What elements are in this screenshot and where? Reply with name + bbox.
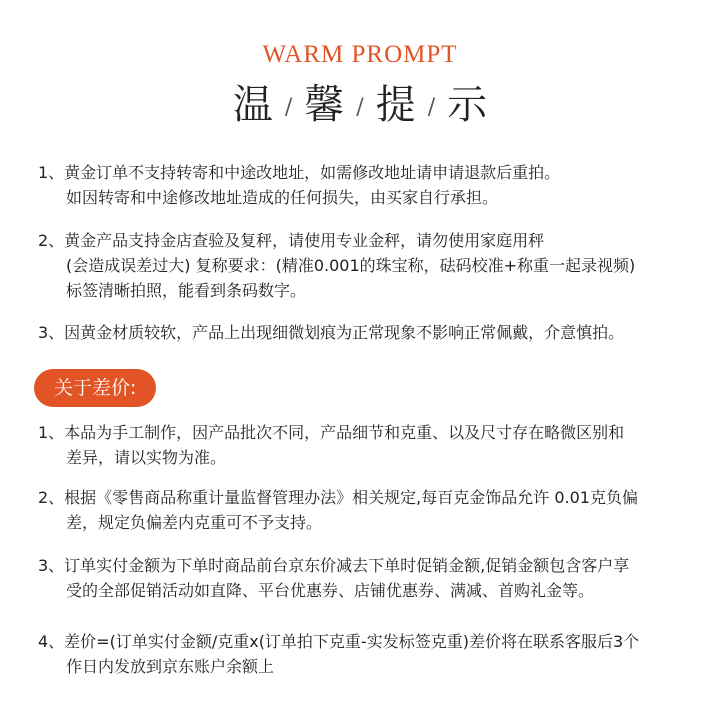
notice-item-2 <box>38 228 702 303</box>
price-line: 2、根据《零售商品称重计量监督管理办法》相关规定,每百克金饰品允许 0.01克负偏 <box>38 488 638 507</box>
price-diff-badge: 关于差价: <box>34 369 156 407</box>
price-line: 受的全部促销活动如直降、平台优惠券、店铺优惠券、满减、首购礼金等。 <box>66 581 595 600</box>
title-char: 示 <box>447 82 488 128</box>
price-item-1 <box>38 420 702 470</box>
title-separator: / <box>427 95 436 120</box>
header <box>0 40 720 133</box>
price-line: 4、差价=(订单实付金额/克重x(订单拍下克重-实发标签克重)差价将在联系客服后3个 <box>38 632 640 651</box>
price-line: 3、订单实付金额为下单时商品前台京东价减去下单时促销金额,促销金额包含客户享 <box>38 556 630 575</box>
price-line: 差异，请以实物为准。 <box>66 448 227 467</box>
price-line: 差，规定负偏差内克重可不予支持。 <box>66 513 323 532</box>
title-separator: / <box>356 95 364 120</box>
title-char: 温 <box>232 82 273 128</box>
title-char: 馨 <box>304 82 345 128</box>
notice-line: 标签清晰拍照，能看到条码数字。 <box>66 281 307 300</box>
notice-line: 1、黄金订单不支持转寄和中途改地址，如需修改地址请申请退款后重拍。 <box>38 163 561 182</box>
notice-item-3 <box>38 320 702 345</box>
header-title <box>0 80 720 133</box>
notice-line: 3、因黄金材质较软，产品上出现细微划痕为正常现象不影响正常佩戴，介意慎拍。 <box>38 323 625 342</box>
price-line: 作日内发放到京东账户余额上 <box>66 657 275 676</box>
price-item-3 <box>38 553 702 603</box>
price-line: 1、本品为手工制作，因产品批次不同，产品细节和克重、以及尺寸存在略微区别和 <box>38 423 625 442</box>
price-item-4 <box>38 629 702 679</box>
notice-line: 如因转寄和中途修改地址造成的任何损失，由买家自行承担。 <box>66 188 499 207</box>
header-subtitle: WARM PROMPT <box>262 41 458 68</box>
notice-item-1 <box>38 160 702 210</box>
title-char: 提 <box>375 82 416 128</box>
notice-line: (会造成误差过大) 复称要求：(精准0.001的珠宝称，砝码校准+称重一起录视频) <box>66 256 636 275</box>
title-separator: / <box>284 95 293 120</box>
price-item-2 <box>38 485 702 535</box>
notice-line: 2、黄金产品支持金店查验及复秤，请使用专业金秤，请勿使用家庭用秤 <box>38 231 545 250</box>
